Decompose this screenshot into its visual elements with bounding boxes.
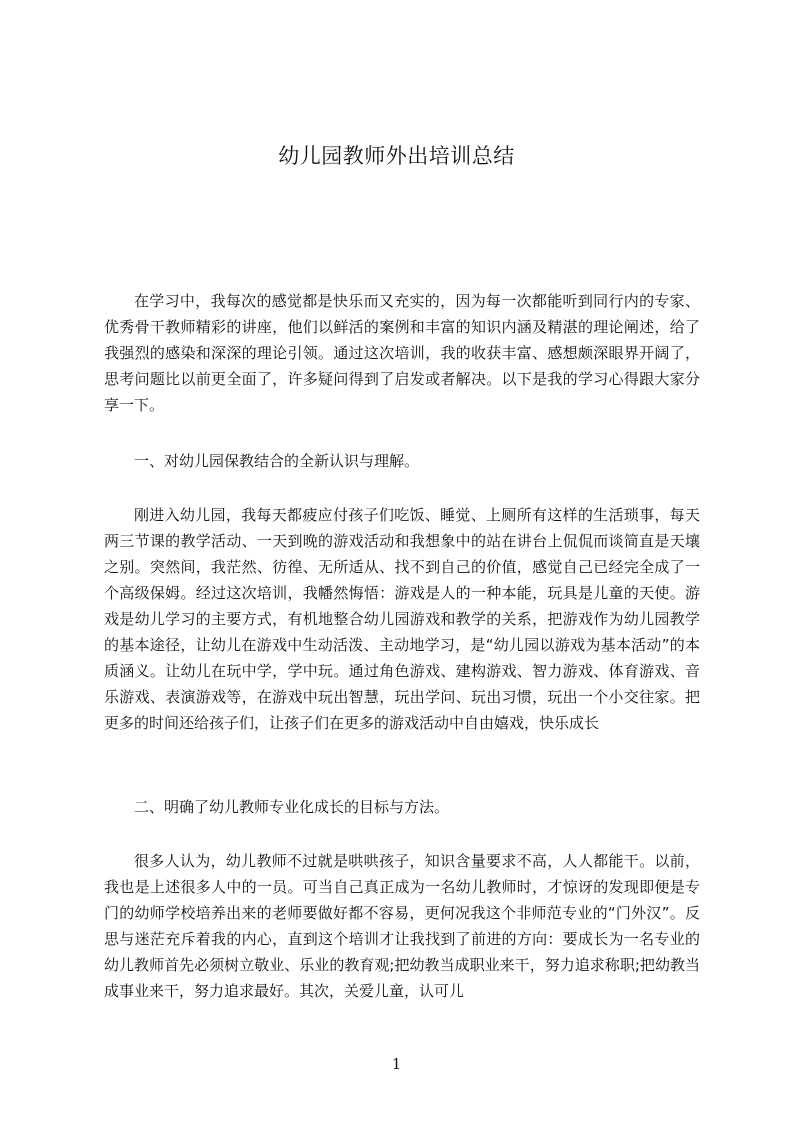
section-heading-2: 二、明确了幼儿教师专业化成长的目标与方法。 — [134, 798, 450, 816]
section-heading-1: 一、对幼儿园保教结合的全新认识与理解。 — [134, 452, 420, 470]
page-number: 1 — [391, 1055, 402, 1073]
intro-paragraph-block — [104, 288, 700, 418]
section-2-heading-block — [104, 794, 700, 820]
section-body-1: 刚进入幼儿园，我每天都疲应付孩子们吃饭、睡觉、上厕所有这样的生活琐事，每天两三节课的教学活动、一天到晚的游戏活动和我想象中的站在讲台上侃侃而谈简直是天壤之别。突然间，我茫然、彷徨、无所适从、找不到自己的价值，感觉自己已经完全成了一个高级保姆。经过这次培训，我幡然悔悟：游戏是人的一种本能，玩具是儿童的天使。游戏是幼儿学习的主要方式，有机地整合幼儿园游戏和教学的关系，把游戏作为幼儿园教学的基本途径，让幼儿在游戏中生动活泼、主动地学习，是“幼儿园以游戏为基本活动”的本质涵义。让幼儿在玩中学，学中玩。通过角色游戏、建构游戏、智力游戏、体育游戏、音乐游戏、表演游戏等，在游戏中玩出智慧，玩出学问、玩出习惯，玩出一个小交往家。把更多的时间还给孩子们，让孩子们在更多的游戏活动中自由嬉戏，快乐成长 — [104, 506, 700, 732]
section-2-body-block — [104, 848, 700, 1004]
section-1-heading-block — [104, 448, 700, 474]
intro-paragraph: 在学习中，我每次的感觉都是快乐而又充实的，因为每一次都能听到同行内的专家、优秀骨干教师精彩的讲座，他们以鲜活的案例和丰富的知识内涵及精湛的理论阐述，给了我强烈的感染和深深的理论引领。通过这次培训，我的收获丰富、感想颇深眼界开阔了，思考问题比以前更全面了，许多疑问得到了启发或者解决。以下是我的学习心得跟大家分享一下。 — [104, 292, 700, 414]
section-1-body-block — [104, 502, 700, 736]
page-title: 幼儿园教师外出培训总结 — [278, 144, 515, 168]
section-body-2: 很多人认为，幼儿教师不过就是哄哄孩子，知识含量要求不高，人人都能干。以前，我也是上述很多人中的一员。可当自己真正成为一名幼儿教师时，才惊讶的发现即便是专门的幼师学校培养出来的老师要做好都不容易，更何况我这个非师范专业的“门外汉”。反思与迷茫充斥着我的内心，直到这个培训才让我找到了前进的方向：要成长为一名专业的幼儿教师首先必须树立敬业、乐业的教育观;把幼教当成职业来干，努力追求称职;把幼教当成事业来干，努力追求最好。其次，关爱儿童，认可儿 — [104, 852, 700, 1000]
